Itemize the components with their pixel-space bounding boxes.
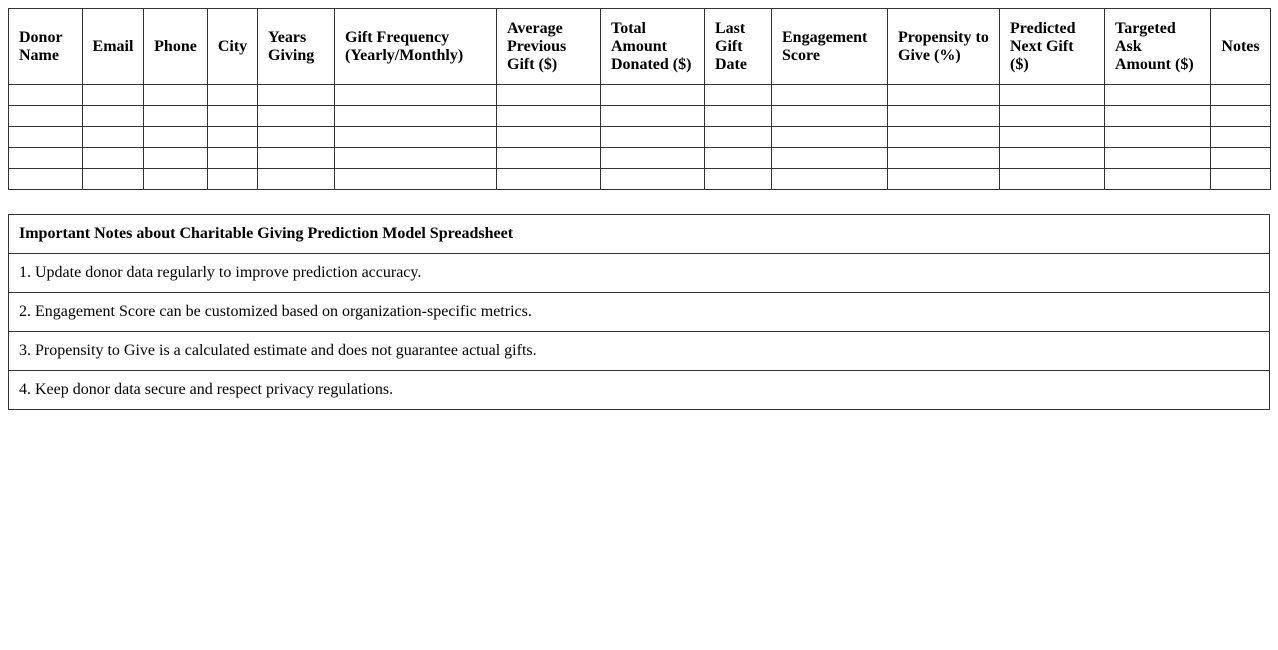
table-cell[interactable] xyxy=(9,106,83,127)
table-cell[interactable] xyxy=(83,85,144,106)
header-engagement-score: Engagement Score xyxy=(772,9,888,85)
table-cell[interactable] xyxy=(335,106,497,127)
header-predicted-next-gift: Predicted Next Gift ($) xyxy=(1000,9,1105,85)
table-cell[interactable] xyxy=(1000,169,1105,190)
table-cell[interactable] xyxy=(497,169,601,190)
table-cell[interactable] xyxy=(258,169,335,190)
table-cell[interactable] xyxy=(705,106,772,127)
table-cell[interactable] xyxy=(497,148,601,169)
header-gift-frequency: Gift Frequency (Yearly/Monthly) xyxy=(335,9,497,85)
table-cell[interactable] xyxy=(497,85,601,106)
header-propensity-to-give: Propensity to Give (%) xyxy=(888,9,1000,85)
table-cell[interactable] xyxy=(335,85,497,106)
table-cell[interactable] xyxy=(1105,127,1211,148)
notes-row xyxy=(9,332,1270,371)
table-cell[interactable] xyxy=(144,169,208,190)
notes-title: Important Notes about Charitable Giving Prediction Model Spreadsheet xyxy=(9,215,1270,254)
table-cell[interactable] xyxy=(497,106,601,127)
table-cell[interactable] xyxy=(1105,169,1211,190)
header-city: City xyxy=(208,9,258,85)
note-item: 1. Update donor data regularly to improve prediction accuracy. xyxy=(9,254,1270,293)
table-cell[interactable] xyxy=(258,106,335,127)
table-cell[interactable] xyxy=(1105,85,1211,106)
table-cell[interactable] xyxy=(772,148,888,169)
table-cell[interactable] xyxy=(208,148,258,169)
table-cell[interactable] xyxy=(705,85,772,106)
header-targeted-ask-amount: Targeted Ask Amount ($) xyxy=(1105,9,1211,85)
table-cell[interactable] xyxy=(9,127,83,148)
notes-row xyxy=(9,254,1270,293)
table-cell[interactable] xyxy=(208,106,258,127)
header-last-gift-date: Last Gift Date xyxy=(705,9,772,85)
table-cell[interactable] xyxy=(772,169,888,190)
table-cell[interactable] xyxy=(9,85,83,106)
table-cell[interactable] xyxy=(208,127,258,148)
header-email: Email xyxy=(83,9,144,85)
table-cell[interactable] xyxy=(601,169,705,190)
table-cell[interactable] xyxy=(1211,169,1271,190)
table-cell[interactable] xyxy=(497,127,601,148)
table-cell[interactable] xyxy=(208,85,258,106)
table-cell[interactable] xyxy=(1000,106,1105,127)
table-cell[interactable] xyxy=(601,148,705,169)
notes-row xyxy=(9,293,1270,332)
table-cell[interactable] xyxy=(335,127,497,148)
table-cell[interactable] xyxy=(1211,106,1271,127)
table-cell[interactable] xyxy=(772,85,888,106)
page-content xyxy=(8,8,1270,410)
header-donor-name: Donor Name xyxy=(9,9,83,85)
table-cell[interactable] xyxy=(208,169,258,190)
header-average-previous-gift: Average Previous Gift ($) xyxy=(497,9,601,85)
table-row xyxy=(9,169,1271,190)
table-cell[interactable] xyxy=(1000,148,1105,169)
note-item: 3. Propensity to Give is a calculated estimate and does not guarantee actual gifts. xyxy=(9,332,1270,371)
table-cell[interactable] xyxy=(1000,85,1105,106)
table-cell[interactable] xyxy=(83,106,144,127)
notes-box xyxy=(8,214,1270,410)
table-cell[interactable] xyxy=(258,85,335,106)
table-cell[interactable] xyxy=(144,85,208,106)
table-cell[interactable] xyxy=(888,127,1000,148)
table-cell[interactable] xyxy=(83,169,144,190)
table-cell[interactable] xyxy=(1105,106,1211,127)
table-cell[interactable] xyxy=(1211,127,1271,148)
table-cell[interactable] xyxy=(888,148,1000,169)
note-item: 2. Engagement Score can be customized based on organization-specific metrics. xyxy=(9,293,1270,332)
table-cell[interactable] xyxy=(705,148,772,169)
table-cell[interactable] xyxy=(888,106,1000,127)
table-cell[interactable] xyxy=(144,148,208,169)
table-cell[interactable] xyxy=(258,148,335,169)
header-total-amount-donated: Total Amount Donated ($) xyxy=(601,9,705,85)
table-cell[interactable] xyxy=(888,169,1000,190)
table-cell[interactable] xyxy=(601,85,705,106)
table-cell[interactable] xyxy=(705,169,772,190)
table-cell[interactable] xyxy=(335,148,497,169)
table-cell[interactable] xyxy=(1211,148,1271,169)
table-cell[interactable] xyxy=(601,127,705,148)
donor-table-body xyxy=(9,85,1271,190)
table-cell[interactable] xyxy=(144,127,208,148)
table-cell[interactable] xyxy=(1000,127,1105,148)
table-cell[interactable] xyxy=(258,127,335,148)
header-row xyxy=(9,9,1271,85)
table-cell[interactable] xyxy=(83,148,144,169)
table-cell[interactable] xyxy=(705,127,772,148)
table-cell[interactable] xyxy=(888,85,1000,106)
table-row xyxy=(9,148,1271,169)
donor-table xyxy=(8,8,1271,190)
notes-title-row xyxy=(9,215,1270,254)
table-row xyxy=(9,85,1271,106)
note-item: 4. Keep donor data secure and respect privacy regulations. xyxy=(9,371,1270,410)
notes-row xyxy=(9,371,1270,410)
table-cell[interactable] xyxy=(83,127,144,148)
table-cell[interactable] xyxy=(1105,148,1211,169)
table-row xyxy=(9,106,1271,127)
table-cell[interactable] xyxy=(335,169,497,190)
table-cell[interactable] xyxy=(601,106,705,127)
table-row xyxy=(9,127,1271,148)
header-phone: Phone xyxy=(144,9,208,85)
table-cell[interactable] xyxy=(772,106,888,127)
table-cell[interactable] xyxy=(9,148,83,169)
header-notes: Notes xyxy=(1211,9,1271,85)
table-cell[interactable] xyxy=(772,127,888,148)
table-cell[interactable] xyxy=(9,169,83,190)
header-years-giving: Years Giving xyxy=(258,9,335,85)
table-cell[interactable] xyxy=(144,106,208,127)
table-cell[interactable] xyxy=(1211,85,1271,106)
